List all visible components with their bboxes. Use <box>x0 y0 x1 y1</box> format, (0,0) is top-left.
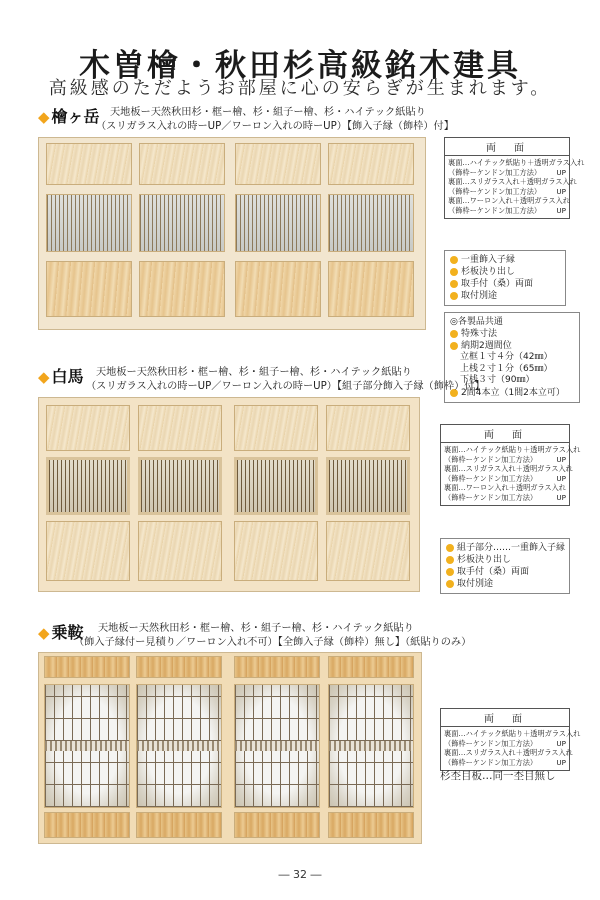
spec-item: 納期2週間位 <box>450 340 574 352</box>
section-desc-line1: 天地板ー天然秋田杉・框ー檜、杉・組子ー檜、杉・ハイテック紙貼り <box>110 107 426 118</box>
feature-item: 一重飾入子縁 <box>450 254 560 266</box>
box-row: 裏面…ワーロン入れ＋透明ガラス入れ <box>448 196 570 205</box>
box-row: 裏面…スリガラス入れ＋透明ガラス入れ <box>448 177 577 186</box>
box-row: 裏面…スリガラス入れ＋透明ガラス入れ <box>444 748 573 757</box>
feature-item: 杉板決り出し <box>446 554 564 566</box>
box-row: （飾枠ーケンドン加工方法） UP <box>448 205 566 215</box>
spec-sub: 立框１寸４分（42㎜） <box>460 352 553 362</box>
box-header: 両 面 <box>441 425 569 443</box>
bullet-icon <box>450 268 458 276</box>
section-title-norikura: ◆ 乗鞍 <box>38 623 84 642</box>
box-row: 裏面…ワーロン入れ＋透明ガラス入れ <box>444 483 566 492</box>
feature-list <box>440 538 570 594</box>
feature-item: 取付別途 <box>446 578 564 590</box>
bullet-icon <box>450 280 458 288</box>
box-row: 裏面…スリガラス入れ＋透明ガラス入れ <box>444 464 573 473</box>
double-side-options-box <box>444 137 585 219</box>
section-desc-line2: （飾入子縁付ー見積り／ワーロン入れ不可）【全飾入子縁（飾枠）無し】（紙貼りのみ） <box>74 637 472 648</box>
diamond-icon: ◆ <box>38 108 50 126</box>
section-desc-line2: （スリガラス入れの時ーUP／ワーロン入れの時ーUP）【組子部分飾入子縁（飾枠）付】 <box>86 381 485 392</box>
bullet-icon <box>450 342 458 350</box>
bullet-icon <box>446 556 454 564</box>
bullet-icon <box>446 544 454 552</box>
box-row: （飾枠ーケンドン加工方法） UP <box>444 454 566 464</box>
section-title-hinokigatake: ◆ 檜ヶ岳 <box>38 107 100 126</box>
spec-item: 特殊寸法 <box>450 328 574 340</box>
bullet-icon <box>446 580 454 588</box>
bullet-icon <box>450 330 458 338</box>
page-subtitle: 高級感のただようお部屋に心の安らぎが生まれます。 <box>48 78 552 99</box>
section-desc-line1: 天地板ー天然秋田杉・框ー檜、杉・組子ー檜、杉・ハイテック紙貼り <box>98 623 414 634</box>
box-row: （飾枠ーケンドン加工方法） UP <box>444 492 566 502</box>
diamond-icon: ◆ <box>38 368 50 386</box>
box-row: （飾枠ーケンドン加工方法） UP <box>444 473 566 483</box>
bullet-icon <box>446 568 454 576</box>
section-title-hakuba: ◆ 白馬 <box>38 367 84 386</box>
double-side-options-box <box>440 708 581 771</box>
door-image-hakuba <box>38 397 420 592</box>
double-side-options-box <box>440 424 581 506</box>
spec-item: 2間4本立（1間2本立可） <box>450 387 574 399</box>
box-header: 両 面 <box>441 709 569 727</box>
box-row: （飾枠ーケンドン加工方法） UP <box>444 757 566 767</box>
box-row: 裏面…ハイテック紙貼り＋透明ガラス入れ <box>448 158 585 167</box>
grain-note: 杉杢目板…同一杢目無し <box>440 770 556 782</box>
feature-item: 組子部分……一重飾入子縁 <box>446 542 564 554</box>
section-desc-line2: （スリガラス入れの時ーUP／ワーロン入れの時ーUP）【飾入子縁（飾枠）付】 <box>96 121 454 132</box>
feature-list <box>444 250 566 306</box>
common-specs-title: ◎各製品共通 <box>450 317 503 327</box>
page-number: ― 32 ― <box>278 868 322 881</box>
bullet-icon <box>450 256 458 264</box>
box-row: （飾枠ーケンドン加工方法） UP <box>448 186 566 196</box>
box-header: 両 面 <box>445 138 569 156</box>
box-row: （飾枠ーケンドン加工方法） UP <box>448 167 566 177</box>
feature-item: 取付別途 <box>450 290 560 302</box>
bullet-icon <box>450 292 458 300</box>
diamond-icon: ◆ <box>38 624 50 642</box>
section-desc-line1: 天地板ー天然秋田杉・框ー檜、杉・組子ー檜、杉・ハイテック紙貼り <box>96 367 412 378</box>
feature-item: 杉板決り出し <box>450 266 560 278</box>
feature-item: 取手付（桑）両面 <box>446 566 564 578</box>
spec-sub: 上桟２寸１分（65㎜） <box>460 363 553 374</box>
box-row: 裏面…ハイテック紙貼り＋透明ガラス入れ <box>444 445 581 454</box>
box-row: 裏面…ハイテック紙貼り＋透明ガラス入れ <box>444 729 581 738</box>
door-image-norikura <box>38 652 422 844</box>
spec-sub: 下桟３寸（90㎜） <box>460 375 535 385</box>
feature-item: 取手付（桑）両面 <box>450 278 560 290</box>
page-title: 木曽檜・秋田杉高級銘木建具 <box>79 48 521 84</box>
door-image-hinokigatake <box>38 137 426 330</box>
box-row: （飾枠ーケンドン加工方法） UP <box>444 738 566 748</box>
